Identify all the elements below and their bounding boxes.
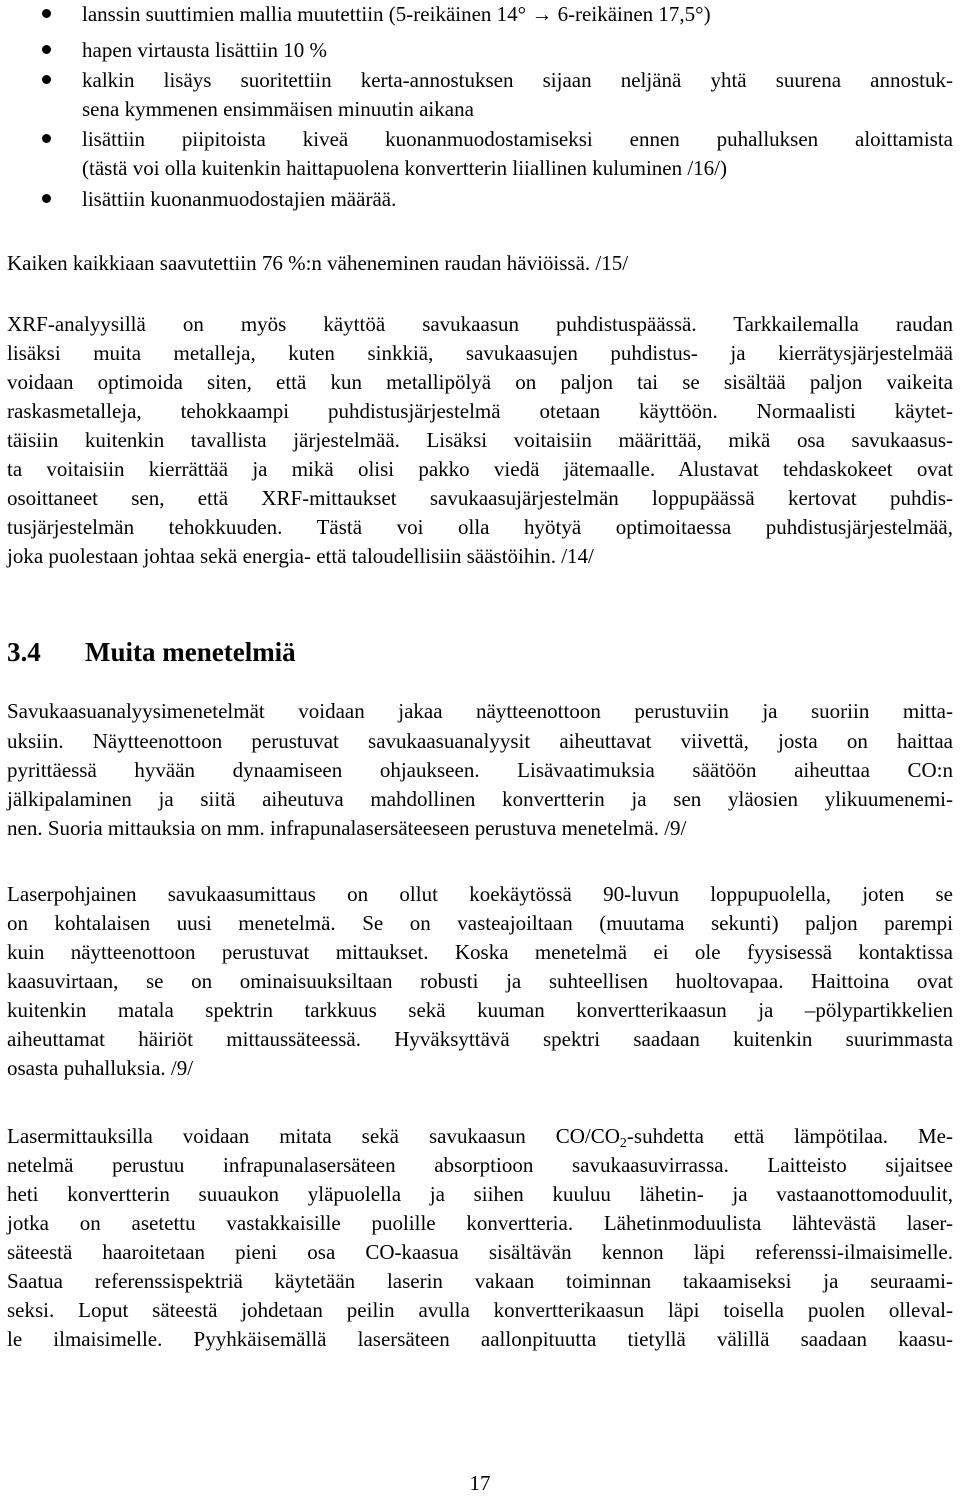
bullet-item: lisättiin kuonanmuodostajien määrää.	[82, 187, 397, 211]
page-number: 17	[469, 1471, 491, 1495]
paragraph-line: on kohtalaisen uusi menetelmä. Se on vasteajoiltaan (muutama sekunti) paljon parempi	[7, 911, 953, 935]
bullet-icon	[42, 9, 51, 18]
paragraph-line: jotka on asetettu vastakkaisille puolille konvertteria. Lähetinmoduulista lähtevästä laser-	[7, 1211, 953, 1235]
paragraph-line: kaasuvirtaan, se on ominaisuuksiltaan robusti ja suhteellisen huoltovapaa. Haittoina ovat	[7, 969, 953, 993]
bullet-item-continuation: sena kymmenen ensimmäisen minuutin aikana	[82, 97, 474, 121]
section-heading	[7, 632, 296, 672]
bullet-icon	[42, 134, 51, 143]
paragraph-line: joka puolestaan johtaa sekä energia- että taloudellisiin säästöihin. /14/	[7, 544, 594, 568]
paragraph-line: osasta puhalluksia. /9/	[7, 1056, 194, 1080]
paragraph-line: kuitenkin matala spektrin tarkkuus sekä kuuman konvertterikaasun ja –pölypartikkelien	[7, 998, 953, 1022]
paragraph-line: lisäksi muita metalleja, kuten sinkkiä, savukaasujen puhdistus- ja kierrätysjärjestelmää	[7, 341, 953, 365]
paragraph-line: uksiin. Näytteenottoon perustuvat savukaasuanalyysit aiheuttavat viivettä, josta on haittaa	[7, 729, 953, 753]
paragraph-line: jälkipalaminen ja siitä aiheutuva mahdollinen konvertterin ja sen yläosien ylikuumenemi-	[7, 787, 953, 811]
paragraph-line: täisiin kuitenkin tavallista järjestelmää. Lisäksi voitaisiin määrittää, mikä osa savukaasus-	[7, 428, 953, 452]
paragraph-line: nen. Suoria mittauksia on mm. infrapunalasersäteeseen perustuva menetelmä. /9/	[7, 816, 687, 840]
bullet-item-continuation: (tästä voi olla kuitenkin haittapuolena konvertterin liiallinen kuluminen /16/)	[82, 156, 728, 180]
paragraph-line: netelmä perustuu infrapunalasersäteen absorptioon savukaasuvirrassa. Laitteisto sijaitsee	[7, 1153, 953, 1177]
bullet-item: lisättiin piipitoista kiveä kuonanmuodostamiseksi ennen puhalluksen aloittamista	[82, 127, 953, 151]
section-number: 3.4	[7, 637, 41, 667]
section-title: Muita menetelmiä	[85, 637, 296, 667]
paragraph-line	[7, 1122, 953, 1151]
paragraph-line: XRF-analyysillä on myös käyttöä savukaasun puhdistuspäässä. Tarkkailemalla raudan	[7, 312, 953, 336]
paragraph-line: voidaan optimoida siten, että kun metallipölyä on paljon tai se sisältää paljon vaikeita	[7, 370, 953, 394]
bullet-item: kalkin lisäys suoritettiin kerta-annostuksen sijaan neljänä yhtä suurena annostuk-	[82, 68, 953, 92]
paragraph-line: osoittaneet sen, että XRF-mittaukset savukaasujärjestelmän loppupäässä kertovat puhdis-	[7, 486, 953, 510]
paragraph-line: Laserpohjainen savukaasumittaus on ollut koekäytössä 90-luvun loppupuolella, joten se	[7, 882, 953, 906]
bullet-icon	[42, 194, 51, 203]
bullet-item: lanssin suuttimien mallia muutettiin (5-reikäinen 14° → 6-reikäinen 17,5°)	[82, 2, 711, 26]
paragraph-line: heti konvertterin suuaukon yläpuolella ja siihen kuuluu lähetin- ja vastaanottomoduulit,	[7, 1182, 953, 1206]
paragraph-line: aiheuttamat häiriöt mittaussäteessä. Hyväksyttävä spektri saadaan kuitenkin suurimmasta	[7, 1027, 953, 1051]
paragraph-line: säteestä haaroitetaan pieni osa CO-kaasua sisältävän kennon läpi referenssi-ilmaisimelle.	[7, 1240, 953, 1264]
summary-paragraph: Kaiken kaikkiaan saavutettiin 76 %:n väheneminen raudan häviöissä. /15/	[7, 251, 629, 275]
paragraph-line: le ilmaisimelle. Pyyhkäisemällä lasersäteen aallonpituutta tietyllä välillä saadaan kaasu-	[7, 1327, 953, 1351]
subscript-2: 2	[619, 1136, 627, 1151]
paragraph-line: seksi. Loput säteestä johdetaan peilin avulla konvertterikaasun läpi toisella puolen olleval-	[7, 1298, 953, 1322]
paragraph-line: raskasmetalleja, tehokkaampi puhdistusjärjestelmä otetaan käyttöön. Normaalisti käytet-	[7, 399, 953, 423]
paragraph-line: Savukaasuanalyysimenetelmät voidaan jakaa näytteenottoon perustuviin ja suoriin mitta-	[7, 699, 953, 723]
co-ratio-text: Lasermittauksilla voidaan mitata sekä savukaasun CO/CO	[7, 1124, 620, 1148]
paragraph-line: Saatua referenssispektriä käytetään laserin vakaan toiminnan takaamiseksi ja seuraami-	[7, 1269, 953, 1293]
paragraph-line: pyrittäessä hyvään dynaamiseen ohjaukseen. Lisävaatimuksia säätöön aiheuttaa CO:n	[7, 758, 953, 782]
bullet-icon	[42, 75, 51, 84]
paragraph-line: ta voitaisiin kierrättää ja mikä olisi pakko viedä jätemaalle. Alustavat tehdaskokeet ovat	[7, 457, 953, 481]
bullet-item: hapen virtausta lisättiin 10 %	[82, 38, 327, 62]
bullet-icon	[42, 45, 51, 54]
paragraph-line: tusjärjestelmän tehokkuuden. Tästä voi olla hyötyä optimoitaessa puhdistusjärjestelmää,	[7, 515, 953, 539]
paragraph-line: kuin näytteenottoon perustuvat mittaukset. Koska menetelmä ei ole fyysisessä kontaktissa	[7, 940, 953, 964]
co-ratio-text-rest: -suhdetta että lämpötilaa. Me-	[626, 1124, 953, 1148]
